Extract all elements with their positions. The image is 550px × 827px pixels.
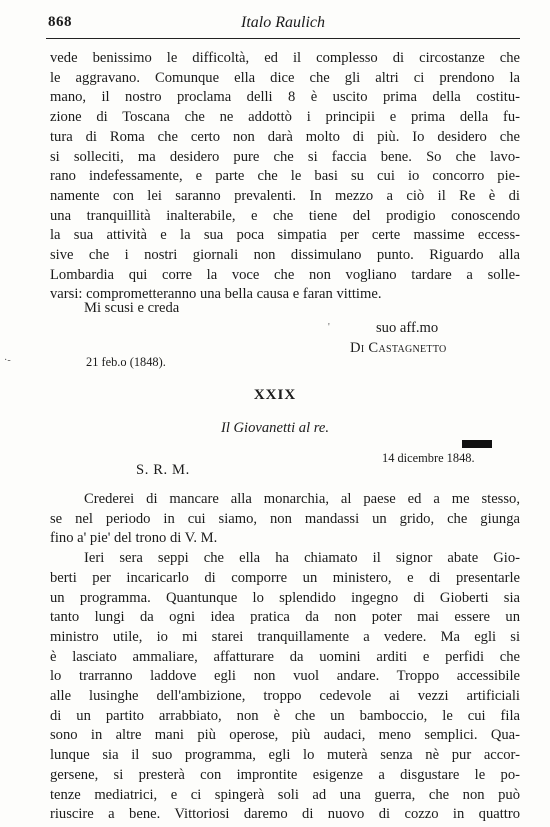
text-line: vede benissimo le difficoltà, ed il complesso di circostanze che: [50, 50, 520, 66]
text-line: un programma. Quantunque lo splendido ingegno di Gioberti sia: [50, 589, 520, 606]
text-line: lunque sia il suo programma, egli lo muterà senza nè pur accor-: [50, 747, 520, 764]
letter2-date: 14 dicembre 1848.: [382, 451, 475, 465]
page-number: 868: [48, 14, 72, 30]
margin-mark: ·-: [4, 355, 11, 366]
text-line: Crederei di mancare alla monarchia, al paese ed a me stesso,: [84, 491, 520, 507]
letter1-closing: Mi scusi e creda: [84, 300, 180, 316]
text-line: lo trarranno laddove egli non vuol andare. Troppo accessibile: [50, 668, 520, 685]
letter1-body: [50, 49, 520, 305]
text-line: una tranquillità inalterabile, e che tiene del prodigio conoscendo: [50, 207, 520, 224]
ink-blot: [462, 440, 492, 448]
text-line: mano, il nostro proclama delli 8 è uscito prima della costitu-: [50, 89, 520, 106]
text-line: fino a' pie' del trono di V. M.: [50, 530, 218, 547]
running-title: Italo Raulich: [241, 14, 325, 31]
text-line: tenze mediatrici, e ci spingerà soli ad una guerra, che non può: [50, 786, 520, 803]
text-line: berti per incaricarlo di comporre un ministero, e di presentarle: [50, 569, 520, 586]
text-line: tura di Roma che certo non darà molto di più. Io desidero che: [50, 128, 520, 145]
text-line: namente con lei saranno prevalenti. In mezzo a ciò il Re è di: [50, 187, 520, 204]
text-line: Ieri sera seppi che ella ha chiamato il signor abate Gio-: [84, 550, 520, 567]
letter1-date: 21 feb.o (1848).: [86, 355, 166, 369]
text-line: la sua attività e la sua poca simpatia per certe massime eccess-: [50, 227, 520, 244]
text-line: sive che i nostri giornali non dissimulano punto. Riguardo alla: [50, 247, 520, 264]
text-line: se nel periodo in cui siamo, non mandassi un grido, che giunga: [50, 510, 520, 527]
text-line: rano indefessamente, e parte che le basi su cui io concorro pie-: [50, 168, 520, 185]
text-line: gersene, si presterà con improntite esigenze a disgustare le po-: [50, 766, 520, 783]
page-header: [48, 8, 518, 36]
header-rule: [46, 38, 520, 39]
signature-line: suo aff.mo: [376, 320, 439, 336]
margin-mark: ': [328, 322, 330, 333]
text-line: di un partito arrabbiato, non è che un bamboccio, le cui fila: [50, 707, 520, 724]
text-line: sono in altre mani più operose, più audaci, meno semplici. Qua-: [50, 727, 520, 744]
salutation: S. R. M.: [136, 462, 190, 478]
text-line: tanto lungi da ogni idea pratica da non poter mai essere un: [50, 609, 520, 626]
text-line: varsi: comprometteranno una bella causa e faran vittime.: [50, 286, 382, 303]
text-line: alle lusinghe dell'ambizione, troppo cedevole ai vezzi artificiali: [50, 688, 520, 705]
text-line: Lombardia qui corre la voce che non vogliano tardare a solle-: [50, 266, 520, 283]
letter2-title: Il Giovanetti al re.: [220, 420, 330, 436]
text-line: ministro utile, io mi starei tranquillamente a vedere. Ma egli si: [50, 628, 520, 645]
letter2-body: [50, 490, 520, 825]
text-line: è lasciato ammaliare, affatturare da uomini arditi e perfidi che: [50, 648, 520, 665]
signature-name: Di Castagnetto: [350, 340, 447, 356]
text-line: zione di Toscana che ne addottò i principii e prima della fu-: [50, 109, 520, 126]
text-line: riuscire a bene. Vittoriosi daremo di nuovo di cozzo in quattro: [50, 806, 520, 823]
text-line: le aggravano. Comunque ella dice che gli altri ci prendono la: [50, 69, 520, 86]
letter-number: XXIX: [253, 387, 297, 403]
text-line: si solleciti, ma desidero pure che si faccia bene. So che lavo-: [50, 148, 520, 165]
